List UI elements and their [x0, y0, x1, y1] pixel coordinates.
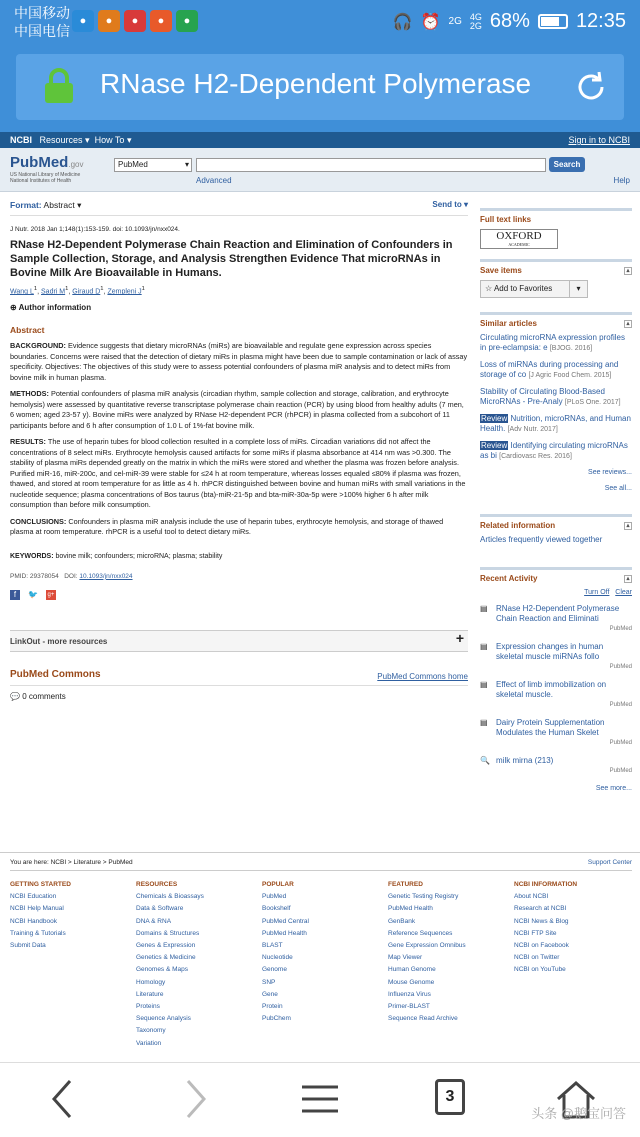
- footer-link[interactable]: DNA & RNA: [136, 917, 172, 925]
- signal-4g-icon: 4G 2G: [469, 11, 482, 31]
- footer-link[interactable]: About NCBI: [514, 893, 549, 901]
- footer-link[interactable]: PubMed: [262, 893, 287, 901]
- footer-link[interactable]: Data & Software: [136, 905, 184, 913]
- dropdown-icon[interactable]: ▾: [569, 281, 587, 297]
- notification-icon: ●: [176, 10, 198, 32]
- footer-link[interactable]: Genetic Testing Registry: [388, 893, 459, 901]
- breadcrumb: You are here: NCBI > Literature > PubMed Support Center: [10, 857, 632, 871]
- footer-column: FEATURED Genetic Testing Registry PubMed Health GenBank Reference Sequences Gene Expression Omnibus Map Viewer Human Genome Mouse Genome Influenza Virus Primer-BLAST Sequence Read Archive: [388, 879, 466, 1025]
- carrier-info: [14, 4, 70, 40]
- footer-link[interactable]: Gene: [262, 990, 278, 998]
- doi-link[interactable]: 10.1093/jn/nxx024: [79, 572, 133, 580]
- footer-link[interactable]: NCBI FTP Site: [514, 929, 557, 937]
- related-link[interactable]: Articles frequently viewed together: [480, 535, 603, 544]
- document-icon: ▤: [480, 718, 488, 727]
- browser-bottom-nav: [0, 1062, 640, 1137]
- footer-link[interactable]: Mouse Genome: [388, 978, 435, 986]
- ncbi-footer: [0, 852, 640, 1052]
- notification-icon: ●: [98, 10, 120, 32]
- author-list: Wang $L^1$, Sadri $M^1$, Giraud $D^1$, Zempleni $J^1$: [10, 286, 145, 296]
- footer-link[interactable]: NCBI on Twitter: [514, 954, 560, 962]
- footer-link[interactable]: Reference Sequences: [388, 929, 453, 937]
- footer-link[interactable]: BLAST: [262, 942, 283, 950]
- footer-column: RESOURCES Chemicals & Bioassays Data & Software DNA & RNA Domains & Structures Genes & Expression Genetics & Medicine Genomes & Maps Homology Literature Proteins Sequence Analysis Taxonomy Variation: [136, 879, 204, 1050]
- notification-icon: ●: [72, 10, 94, 32]
- footer-link[interactable]: Proteins: [136, 1003, 160, 1011]
- commons-title: PubMed Commons: [10, 668, 101, 680]
- format-bar: [10, 200, 468, 216]
- recent-item[interactable]: ▤ Expression changes in human skeletal muscle miRNAs follo PubMed: [480, 642, 632, 670]
- author-link[interactable]: Wang L: [10, 288, 34, 296]
- oxford-link[interactable]: OXFORD ACADEMIC: [480, 229, 558, 249]
- footer-link[interactable]: Taxonomy: [136, 1027, 166, 1035]
- footer-link[interactable]: Literature: [136, 990, 164, 998]
- abstract-body: [10, 341, 468, 538]
- article-main: [10, 200, 468, 702]
- similar-article[interactable]: Circulating microRNA expression profiles in pre-eclampsia: e [BJOG. 2016]: [480, 333, 625, 352]
- commons-home-link[interactable]: PubMed Commons home: [377, 671, 468, 681]
- footer-link[interactable]: NCBI Help Manual: [10, 905, 64, 913]
- ncbi-header: NCBI Resources ▾ How To ▾ Sign in to NCBI: [0, 132, 640, 148]
- fulltext-header: Full text links: [480, 208, 632, 225]
- status-bar: [0, 0, 640, 44]
- review-badge: Review: [481, 441, 508, 450]
- document-icon: ▤: [480, 680, 488, 689]
- keywords: KEYWORDS: bovine milk; confounders; microRNA; plasma; stability: [10, 552, 223, 560]
- menu-icon[interactable]: [296, 1075, 344, 1123]
- expand-icon[interactable]: +: [455, 629, 464, 646]
- sendto-menu[interactable]: Send to ▾: [432, 200, 468, 209]
- footer-link[interactable]: Nucleotide: [262, 954, 293, 962]
- footer-column: GETTING STARTED NCBI Education NCBI Help Manual NCBI Handbook Training & Tutorials Submit Data: [10, 879, 71, 952]
- save-items-header: Save items ▴: [480, 259, 632, 276]
- see-more-link[interactable]: See more...: [595, 785, 632, 792]
- footer-link[interactable]: Primer-BLAST: [388, 1003, 430, 1011]
- signin-link[interactable]: Sign in to NCBI: [568, 135, 630, 145]
- clock: 12:35: [575, 10, 626, 32]
- battery-percent: 68%: [489, 10, 530, 32]
- footer-link[interactable]: GenBank: [388, 917, 416, 925]
- abstract-section: RESULTS: The use of heparin tubes for blood collection resulted in a complete loss of miRs. Circadian variations did not affect the concentrations of 8 select miRs. Erythrocyte hemolysis caused artifacts for some miRs if plasma absorbance at 414 nm was >0.300. The stability of plasma miRs depended greatly on the matrix in which the miRs were stored and whether the plasma was frozen before analysis. Purified miR-16, miR-200c, and cel-miR-39 were stable for ≤24 h at room temperature, whereas losses equaled ≤80% if plasma was frozen, thawed, and stored at room temperature for as little as 4 h. rhPCR distinguished between bovine and human miRs with small variations in the nucleotide sequence; plasma concentrations of Bos taurus (bta)-miR-21-5p and bta-miR-30a-5p were >100% higher 6 h after milk consumption than before milk consumption.: [10, 437, 466, 510]
- see-reviews-link[interactable]: See reviews...: [588, 469, 632, 476]
- footer-link[interactable]: Sequence Read Archive: [388, 1015, 458, 1023]
- recent-item[interactable]: ▤ Effect of limb immobilization on skeletal muscle. PubMed: [480, 680, 632, 708]
- footer-link[interactable]: NCBI on Facebook: [514, 942, 569, 950]
- footer-link[interactable]: PubChem: [262, 1015, 291, 1023]
- footer-link[interactable]: Homology: [136, 978, 166, 986]
- citation: J Nutr. 2018 Jan 1;148(1):153-159. doi: 10.1093/jn/nxx024.: [10, 226, 180, 233]
- footer-link[interactable]: Variation: [136, 1039, 162, 1047]
- abstract-section: CONCLUSIONS: Confounders in plasma miR analysis include the use of heparin tubes, erythrocyte hemolysis, and storage of thawed plasma at room temperature. rhPCR is a useful tool to detect dietary miRs.: [10, 516, 444, 537]
- footer-link[interactable]: NCBI Education: [10, 893, 57, 901]
- abstract-section: BACKGROUND: Evidence suggests that dietary microRNAs (miRs) are bioavailable and regulate gene expression across species boundaries. Concerns were raised that the detection of dietary miRs in plasma might have been due to sample contamination or lack of assay specificity. Objectives: The objectives of this study were to assess potential confounders of plasma miR analysis and to detect miRs from bovine milk in human plasma.: [10, 341, 468, 382]
- page-title: RNase H2-Dependent Polymerase: [100, 68, 532, 99]
- footer-link[interactable]: NCBI on YouTube: [514, 966, 566, 974]
- footer-link[interactable]: Human Genome: [388, 966, 436, 974]
- search-area: [0, 148, 640, 192]
- footer-link[interactable]: Influenza Virus: [388, 990, 431, 998]
- footer-link[interactable]: Genes & Expression: [136, 942, 196, 950]
- howto-menu[interactable]: How To: [94, 135, 125, 145]
- article-title: RNase H2-Dependent Polymerase Chain Reaction and Elimination of Confounders in Sample Collection, Storage, and Analysis Strengthen Evidence That microRNAs in Bovine Milk Are Bioavailable in Humans.: [10, 239, 453, 279]
- help-link[interactable]: Help: [613, 176, 630, 185]
- similar-list: [480, 333, 632, 462]
- google-plus-icon[interactable]: g+: [47, 591, 55, 598]
- ncbi-logo[interactable]: NCBI: [10, 135, 32, 145]
- similar-article[interactable]: Review Identifying circulating microRNAs as bi [Cardiovasc Res. 2016]: [480, 441, 628, 460]
- footer-link[interactable]: Domains & Structures: [136, 929, 200, 937]
- footer-link[interactable]: Map Viewer: [388, 954, 423, 962]
- search-icon: 🔍: [480, 756, 490, 765]
- footer-link[interactable]: Chemicals & Bioassays: [136, 893, 204, 901]
- similar-article[interactable]: Loss of miRNAs during processing and storage of co [J Agric Food Chem. 2015]: [480, 360, 619, 379]
- sidebar: [480, 208, 632, 794]
- footer-link[interactable]: SNP: [262, 978, 276, 986]
- resources-menu[interactable]: Resources: [39, 135, 83, 145]
- carrier-1: 中国移动: [14, 5, 70, 21]
- search-input[interactable]: [196, 158, 546, 172]
- facebook-icon[interactable]: f: [10, 590, 20, 600]
- abstract-heading: Abstract: [10, 325, 45, 336]
- twitter-icon[interactable]: 🐦: [28, 589, 38, 599]
- comments-count[interactable]: 💬 0 comments: [10, 691, 66, 701]
- author-info-toggle[interactable]: ⊕ Author information: [10, 303, 92, 313]
- similar-article[interactable]: Review Nutrition, microRNAs, and Human Health. [Adv Nutr. 2017]: [480, 414, 631, 433]
- tabs-button[interactable]: [426, 1075, 474, 1123]
- carrier-2: 中国电信: [14, 23, 70, 39]
- tab-count: 3: [435, 1079, 465, 1115]
- footer-link[interactable]: Genome: [262, 966, 287, 974]
- recent-item[interactable]: ▤ RNase H2-Dependent Polymerase Chain Reaction and Eliminati PubMed: [480, 604, 632, 632]
- footer-link[interactable]: Gene Expression Omnibus: [388, 942, 466, 950]
- database-select[interactable]: PubMed ▾: [114, 158, 192, 172]
- collapse-icon[interactable]: ▴: [624, 267, 632, 275]
- star-icon: ☆: [485, 284, 493, 293]
- document-icon: ▤: [480, 604, 488, 613]
- lock-icon: [42, 68, 76, 104]
- forward-icon[interactable]: [170, 1075, 218, 1123]
- add-to-favorites-button[interactable]: ☆ Add to Favorites ▾: [480, 280, 588, 298]
- alarm-icon: ⏰: [420, 13, 441, 31]
- recent-list: [480, 604, 632, 776]
- similar-header: Similar articles ▴: [480, 312, 632, 329]
- review-badge: Review: [481, 414, 508, 423]
- collapse-icon[interactable]: ▴: [624, 320, 632, 328]
- nlm-caption: US National Library of Medicine National Institutes of Health: [10, 172, 81, 184]
- notification-icons: [72, 10, 198, 32]
- footer-link[interactable]: NCBI News & Blog: [514, 917, 569, 925]
- turn-off-link[interactable]: Turn Off: [584, 589, 610, 596]
- identifiers: PMID: 29378054 DOI: 10.1093/jn/nxx024: [10, 572, 133, 580]
- recent-item[interactable]: 🔍 milk mirna (213) PubMed: [480, 756, 632, 774]
- footer-column: NCBI INFORMATION About NCBI Research at NCBI NCBI News & Blog NCBI FTP Site NCBI on Facebook NCBI on Twitter NCBI on YouTube: [514, 879, 577, 977]
- share-icons: [10, 590, 468, 600]
- linkout-bar[interactable]: [10, 630, 468, 652]
- notification-icon: ●: [150, 10, 172, 32]
- footer-link[interactable]: Genetics & Medicine: [136, 954, 196, 962]
- footer-link[interactable]: Research at NCBI: [514, 905, 567, 913]
- author-link[interactable]: Giraud D: [72, 288, 101, 296]
- linkout-label: LinkOut - more resources: [10, 636, 108, 646]
- author-link[interactable]: Sadri M: [41, 288, 66, 296]
- address-bar[interactable]: [16, 54, 624, 120]
- comment-icon: 💬: [10, 691, 20, 701]
- abstract-section: METHODS: Potential confounders of plasma miR analysis (circadian rhythm, sample collection and storage, calibration, and erythrocyte hemolysis) were assessed by quantitative reverse transcriptase polymerase chain reaction (PCR) by using blood from healthy adults (7 men, 6 women; aged 23-57 y). Bovine miRs were analyzed by RNase H2-dependent PCR (rhPCR) in plasma collected from a subcohort of 11 participants before and 6 h after consumption of 1.0 L of 1%-fat bovine milk.: [10, 389, 464, 430]
- footer-link[interactable]: Bookshelf: [262, 905, 291, 913]
- footer-link[interactable]: PubMed Health: [388, 905, 433, 913]
- notification-icon: ●: [124, 10, 146, 32]
- browser-toolbar: [0, 44, 640, 132]
- footer-link[interactable]: Training & Tutorials: [10, 929, 66, 937]
- advanced-link[interactable]: Advanced: [196, 176, 232, 185]
- footer-link[interactable]: PubMed Health: [262, 929, 307, 937]
- commons-header: [10, 670, 468, 686]
- author-link[interactable]: Zempleni J: [107, 288, 142, 296]
- watermark: 头条 @鹅宝问答: [531, 1106, 626, 1121]
- clear-link[interactable]: Clear: [615, 589, 632, 596]
- footer-link[interactable]: NCBI Handbook: [10, 917, 57, 925]
- battery-icon: [538, 14, 568, 29]
- see-all-link[interactable]: See all...: [604, 485, 632, 492]
- footer-column: POPULAR PubMed Bookshelf PubMed Central PubMed Health BLAST Nucleotide Genome SNP Gene Protein PubChem: [262, 879, 309, 1025]
- search-button[interactable]: Search: [549, 157, 585, 172]
- support-center-link[interactable]: Support Center: [587, 859, 632, 866]
- footer-link[interactable]: Submit Data: [10, 942, 46, 950]
- footer-link[interactable]: Genomes & Maps: [136, 966, 189, 974]
- recent-header: Recent Activity ▴: [480, 567, 632, 584]
- document-icon: ▤: [480, 642, 488, 651]
- collapse-icon[interactable]: ▴: [624, 575, 632, 583]
- footer-link[interactable]: Sequence Analysis: [136, 1015, 191, 1023]
- pubmed-logo[interactable]: PubMed.gov: [10, 154, 84, 171]
- headphone-icon: 🎧: [392, 13, 413, 31]
- refresh-icon[interactable]: [574, 70, 608, 104]
- related-header: Related information ▴: [480, 514, 632, 531]
- signal-2g-icon: 2G: [448, 16, 462, 27]
- footer-link[interactable]: Protein: [262, 1003, 283, 1011]
- footer-link[interactable]: PubMed Central: [262, 917, 309, 925]
- collapse-icon[interactable]: ▴: [624, 522, 632, 530]
- status-right: [393, 10, 626, 33]
- recent-item[interactable]: ▤ Dairy Protein Supplementation Modulates the Human Skelet PubMed: [480, 718, 632, 746]
- back-icon[interactable]: [40, 1075, 88, 1123]
- format-menu[interactable]: Format: Abstract ▾: [10, 200, 82, 210]
- similar-article[interactable]: Stability of Circulating Blood-Based MicroRNAs - Pre-Analy [PLoS One. 2017]: [480, 387, 621, 406]
